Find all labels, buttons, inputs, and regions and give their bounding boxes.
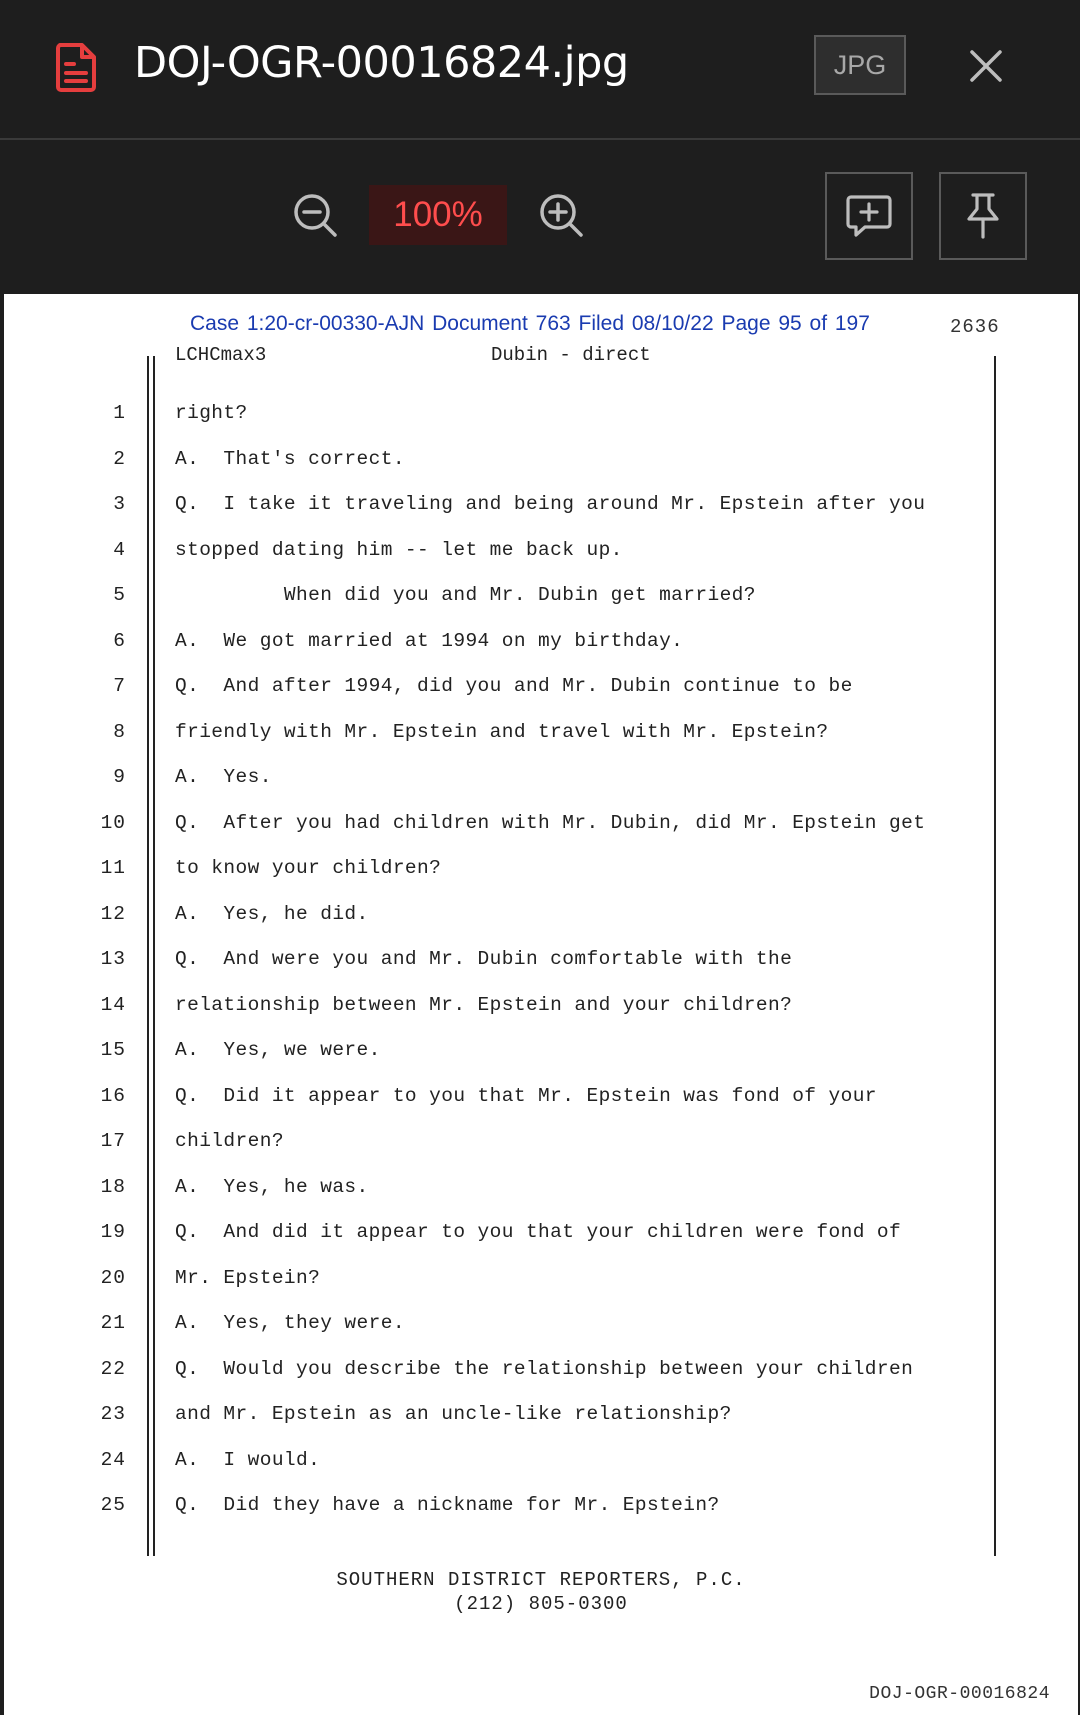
transcript-line bbox=[4, 1312, 1078, 1358]
line-number: 25 bbox=[100, 1494, 126, 1516]
viewer-toolbar bbox=[0, 140, 1080, 292]
line-text: Q. Did they have a nickname for Mr. Epstein? bbox=[175, 1494, 720, 1516]
line-text: to know your children? bbox=[175, 857, 442, 879]
transcript-line bbox=[4, 402, 1078, 448]
line-number: 21 bbox=[100, 1312, 126, 1334]
line-text: A. Yes, they were. bbox=[175, 1312, 405, 1334]
transcript-line bbox=[4, 539, 1078, 585]
transcript-line bbox=[4, 1176, 1078, 1222]
transcript-line bbox=[4, 1221, 1078, 1267]
line-number: 19 bbox=[100, 1221, 126, 1243]
line-number: 12 bbox=[100, 902, 126, 925]
file-code: LCHCmax3 bbox=[175, 344, 267, 366]
transcript-page-number: 2636 bbox=[950, 316, 1000, 338]
line-text: A. That's correct. bbox=[175, 447, 405, 470]
line-number: 7 bbox=[113, 675, 126, 697]
line-text: Q. And were you and Mr. Dubin comfortable with the bbox=[175, 948, 793, 970]
line-text: Q. I take it traveling and being around Mr. Epstein after you bbox=[175, 493, 926, 515]
line-number: 16 bbox=[100, 1084, 126, 1107]
close-icon[interactable] bbox=[966, 46, 1006, 86]
line-text: A. Yes, he was. bbox=[175, 1175, 369, 1198]
line-text: A. We got married at 1994 on my birthday. bbox=[175, 629, 684, 652]
title-bar bbox=[0, 0, 1080, 140]
case-header: Case 1:20-cr-00330-AJN Document 763 Filed 08/10/22 Page 95 of 197 bbox=[190, 312, 870, 335]
transcript-line bbox=[4, 812, 1078, 858]
add-comment-icon bbox=[845, 193, 893, 239]
line-text: Mr. Epstein? bbox=[175, 1266, 321, 1289]
section-title: Dubin - direct bbox=[491, 344, 651, 366]
reporter-footer bbox=[4, 1568, 1078, 1616]
file-title: DOJ-OGR-00016824.jpg bbox=[134, 38, 629, 88]
transcript-line bbox=[4, 994, 1078, 1040]
line-number: 5 bbox=[113, 584, 126, 606]
transcript-line bbox=[4, 766, 1078, 812]
line-number: 9 bbox=[113, 766, 126, 788]
line-text: A. Yes, we were. bbox=[175, 1039, 381, 1061]
line-text: A. Yes. bbox=[175, 766, 272, 788]
transcript-line bbox=[4, 1130, 1078, 1176]
line-number: 17 bbox=[100, 1130, 126, 1152]
line-number: 24 bbox=[100, 1448, 126, 1471]
transcript-line bbox=[4, 721, 1078, 767]
line-number: 3 bbox=[113, 493, 126, 515]
transcript-line bbox=[4, 1085, 1078, 1131]
transcript-line bbox=[4, 857, 1078, 903]
line-number: 14 bbox=[100, 993, 126, 1016]
line-number: 10 bbox=[100, 811, 126, 834]
transcript-lines bbox=[4, 402, 1078, 1540]
line-number: 22 bbox=[100, 1357, 126, 1380]
line-text: and Mr. Epstein as an uncle-like relationship? bbox=[175, 1403, 732, 1425]
bates-number: DOJ-OGR-00016824 bbox=[869, 1684, 1050, 1704]
pin-button[interactable] bbox=[939, 172, 1027, 260]
document-page bbox=[4, 294, 1078, 1715]
transcript-line bbox=[4, 948, 1078, 994]
transcript-line bbox=[4, 493, 1078, 539]
zoom-out-icon[interactable] bbox=[292, 192, 338, 238]
transcript-line bbox=[4, 1403, 1078, 1449]
reporter-name: SOUTHERN DISTRICT REPORTERS, P.C. bbox=[336, 1569, 746, 1591]
line-number: 1 bbox=[113, 402, 126, 424]
file-document-icon bbox=[54, 42, 98, 92]
transcript-line bbox=[4, 584, 1078, 630]
line-text: Q. And did it appear to you that your children were fond of bbox=[175, 1221, 902, 1243]
transcript-line bbox=[4, 903, 1078, 949]
line-number: 2 bbox=[113, 447, 126, 470]
transcript-line bbox=[4, 630, 1078, 676]
line-number: 18 bbox=[100, 1175, 126, 1198]
line-text: friendly with Mr. Epstein and travel with Mr. Epstein? bbox=[175, 720, 829, 743]
transcript-line bbox=[4, 675, 1078, 721]
line-text: Q. Would you describe the relationship between your children bbox=[175, 1357, 914, 1380]
line-number: 8 bbox=[113, 720, 126, 743]
line-text: children? bbox=[175, 1130, 284, 1152]
line-text: When did you and Mr. Dubin get married? bbox=[175, 584, 756, 606]
transcript-line bbox=[4, 1267, 1078, 1313]
zoom-in-icon[interactable] bbox=[538, 192, 584, 238]
line-number: 11 bbox=[100, 857, 126, 879]
transcript-line bbox=[4, 1449, 1078, 1495]
line-number: 13 bbox=[100, 948, 126, 970]
line-text: right? bbox=[175, 402, 248, 424]
line-text: stopped dating him -- let me back up. bbox=[175, 538, 623, 561]
transcript-line bbox=[4, 1039, 1078, 1085]
line-text: Q. And after 1994, did you and Mr. Dubin continue to be bbox=[175, 675, 853, 697]
line-text: A. I would. bbox=[175, 1448, 321, 1471]
line-text: relationship between Mr. Epstein and your children? bbox=[175, 993, 793, 1016]
line-number: 20 bbox=[100, 1266, 126, 1289]
zoom-level-display[interactable]: 100% bbox=[369, 185, 507, 245]
pin-icon bbox=[963, 191, 1003, 241]
line-number: 23 bbox=[100, 1403, 126, 1425]
transcript-line bbox=[4, 1358, 1078, 1404]
line-text: Q. Did it appear to you that Mr. Epstein was fond of your bbox=[175, 1084, 877, 1107]
line-number: 4 bbox=[113, 538, 126, 561]
line-text: Q. After you had children with Mr. Dubin, did Mr. Epstein get bbox=[175, 811, 926, 834]
reporter-phone: (212) 805-0300 bbox=[454, 1593, 628, 1615]
transcript-line bbox=[4, 448, 1078, 494]
line-text: A. Yes, he did. bbox=[175, 902, 369, 925]
file-type-badge: JPG bbox=[814, 35, 906, 95]
line-number: 15 bbox=[100, 1039, 126, 1061]
transcript-line bbox=[4, 1494, 1078, 1540]
add-comment-button[interactable] bbox=[825, 172, 913, 260]
line-number: 6 bbox=[113, 629, 126, 652]
